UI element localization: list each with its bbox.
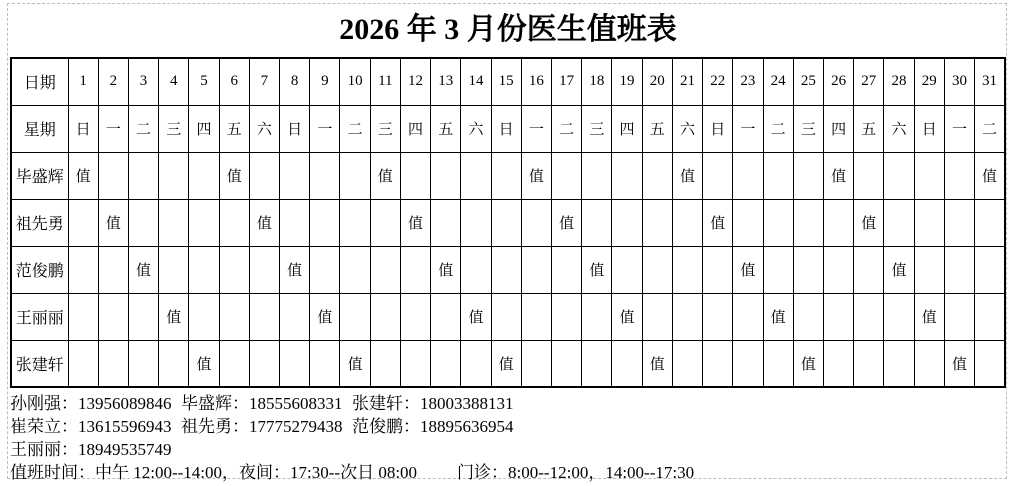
- weekday-cell[interactable]: 三: [582, 105, 612, 152]
- empty-duty-cell[interactable]: [159, 246, 189, 293]
- duty-cell[interactable]: 值: [249, 199, 279, 246]
- duty-cell[interactable]: 值: [914, 293, 944, 340]
- contact-separator: ：: [61, 440, 78, 459]
- duty-cell[interactable]: 值: [219, 152, 249, 199]
- contact-phone: 18003388131: [420, 394, 514, 413]
- empty-duty-cell[interactable]: [310, 246, 340, 293]
- empty-duty-cell[interactable]: [582, 293, 612, 340]
- doctor-row: [11, 340, 1005, 387]
- empty-duty-cell[interactable]: [823, 340, 853, 387]
- weekday-cell[interactable]: 五: [219, 105, 249, 152]
- duty-cell[interactable]: 值: [642, 340, 672, 387]
- date-header-cell[interactable]: 27: [854, 58, 884, 105]
- doctor-name-cell[interactable]: 毕盛辉: [11, 152, 68, 199]
- empty-duty-cell[interactable]: [763, 340, 793, 387]
- weekday-cell[interactable]: 六: [461, 105, 491, 152]
- weekday-cell[interactable]: 六: [884, 105, 914, 152]
- weekday-cell[interactable]: 二: [975, 105, 1005, 152]
- contact-phone: 18895636954: [420, 417, 514, 436]
- row-label-date[interactable]: 日期: [11, 58, 68, 105]
- contact-row: [10, 415, 1006, 438]
- contact-phone: 17775279438: [249, 417, 343, 436]
- doctor-name-cell[interactable]: 张建轩: [11, 340, 68, 387]
- weekday-cell[interactable]: 一: [944, 105, 974, 152]
- empty-duty-cell[interactable]: [672, 340, 702, 387]
- weekday-cell[interactable]: 三: [159, 105, 189, 152]
- empty-duty-cell[interactable]: [642, 293, 672, 340]
- empty-duty-cell[interactable]: [975, 246, 1005, 293]
- empty-duty-cell[interactable]: [461, 246, 491, 293]
- empty-duty-cell[interactable]: [431, 340, 461, 387]
- empty-duty-cell[interactable]: [914, 199, 944, 246]
- empty-duty-cell[interactable]: [491, 152, 521, 199]
- empty-duty-cell[interactable]: [219, 246, 249, 293]
- weekday-cell[interactable]: 日: [914, 105, 944, 152]
- page-title: 2026 年 3 月份医生值班表: [339, 13, 677, 46]
- date-header-cell[interactable]: 11: [370, 58, 400, 105]
- clinic-time-note: 门诊：8:00--12:00，14:00--17:30: [457, 463, 695, 482]
- empty-duty-cell[interactable]: [975, 199, 1005, 246]
- empty-duty-cell[interactable]: [884, 199, 914, 246]
- date-header-cell[interactable]: 26: [823, 58, 853, 105]
- date-header-cell[interactable]: 19: [612, 58, 642, 105]
- empty-duty-cell[interactable]: [733, 152, 763, 199]
- duty-cell[interactable]: 值: [612, 293, 642, 340]
- weekday-cell[interactable]: 日: [491, 105, 521, 152]
- empty-duty-cell[interactable]: [552, 152, 582, 199]
- empty-duty-cell[interactable]: [98, 152, 128, 199]
- weekday-cell[interactable]: 日: [703, 105, 733, 152]
- date-header-cell[interactable]: 10: [340, 58, 370, 105]
- date-header-row: [11, 58, 1005, 105]
- date-header-cell[interactable]: 7: [249, 58, 279, 105]
- empty-duty-cell[interactable]: [400, 246, 430, 293]
- empty-duty-cell[interactable]: [128, 293, 158, 340]
- contact-name: 祖先勇: [181, 417, 232, 436]
- contacts-section: [10, 392, 1006, 461]
- empty-duty-cell[interactable]: [280, 152, 310, 199]
- contact-name: 范俊鹏: [352, 417, 403, 436]
- empty-duty-cell[interactable]: [703, 340, 733, 387]
- date-header-cell[interactable]: 28: [884, 58, 914, 105]
- empty-duty-cell[interactable]: [763, 199, 793, 246]
- contact-separator: ：: [232, 394, 249, 413]
- empty-duty-cell[interactable]: [642, 152, 672, 199]
- empty-duty-cell[interactable]: [642, 246, 672, 293]
- weekday-cell[interactable]: 六: [249, 105, 279, 152]
- contact-separator: ：: [403, 394, 420, 413]
- duty-cell[interactable]: 值: [793, 340, 823, 387]
- weekday-cell[interactable]: 六: [672, 105, 702, 152]
- empty-duty-cell[interactable]: [159, 199, 189, 246]
- date-header-cell[interactable]: 18: [582, 58, 612, 105]
- empty-duty-cell[interactable]: [823, 199, 853, 246]
- empty-duty-cell[interactable]: [340, 199, 370, 246]
- empty-duty-cell[interactable]: [552, 293, 582, 340]
- empty-duty-cell[interactable]: [975, 293, 1005, 340]
- empty-duty-cell[interactable]: [249, 340, 279, 387]
- empty-duty-cell[interactable]: [340, 152, 370, 199]
- contact-separator: ：: [403, 417, 420, 436]
- duty-cell[interactable]: 值: [763, 293, 793, 340]
- doctor-name-cell[interactable]: 王丽丽: [11, 293, 68, 340]
- empty-duty-cell[interactable]: [672, 293, 702, 340]
- empty-duty-cell[interactable]: [854, 152, 884, 199]
- duty-cell[interactable]: 值: [672, 152, 702, 199]
- empty-duty-cell[interactable]: [552, 340, 582, 387]
- empty-duty-cell[interactable]: [219, 199, 249, 246]
- empty-duty-cell[interactable]: [793, 293, 823, 340]
- date-header-cell[interactable]: 29: [914, 58, 944, 105]
- empty-duty-cell[interactable]: [98, 246, 128, 293]
- contact-name: 孙刚强: [10, 394, 61, 413]
- empty-duty-cell[interactable]: [642, 199, 672, 246]
- weekday-cell[interactable]: 四: [400, 105, 430, 152]
- empty-duty-cell[interactable]: [612, 246, 642, 293]
- contact-entry: [10, 438, 172, 461]
- empty-duty-cell[interactable]: [763, 152, 793, 199]
- contact-phone: 18949535749: [78, 440, 172, 459]
- empty-duty-cell[interactable]: [854, 293, 884, 340]
- empty-duty-cell[interactable]: [823, 293, 853, 340]
- date-header-cell[interactable]: 12: [400, 58, 430, 105]
- contact-name: 王丽丽: [10, 440, 61, 459]
- contact-phone: 18555608331: [249, 394, 343, 413]
- empty-duty-cell[interactable]: [249, 293, 279, 340]
- empty-duty-cell[interactable]: [582, 340, 612, 387]
- duty-cell[interactable]: 值: [370, 152, 400, 199]
- doctor-name-cell[interactable]: 祖先勇: [11, 199, 68, 246]
- empty-duty-cell[interactable]: [672, 199, 702, 246]
- contact-separator: ：: [61, 417, 78, 436]
- contact-name: 毕盛辉: [181, 394, 232, 413]
- contact-entry: [10, 415, 181, 438]
- duty-cell[interactable]: 值: [159, 293, 189, 340]
- empty-duty-cell[interactable]: [461, 340, 491, 387]
- duty-time-note: 值班时间：中午 12:00--14:00，夜间：17:30--次日 08:00: [10, 463, 418, 482]
- weekday-cell[interactable]: 二: [552, 105, 582, 152]
- empty-duty-cell[interactable]: [370, 246, 400, 293]
- empty-duty-cell[interactable]: [98, 293, 128, 340]
- duty-cell[interactable]: 值: [854, 199, 884, 246]
- empty-duty-cell[interactable]: [310, 340, 340, 387]
- weekday-cell[interactable]: 四: [189, 105, 219, 152]
- empty-duty-cell[interactable]: [189, 293, 219, 340]
- contact-entry: [181, 392, 352, 415]
- empty-duty-cell[interactable]: [975, 340, 1005, 387]
- duty-cell[interactable]: 值: [491, 340, 521, 387]
- empty-duty-cell[interactable]: [461, 152, 491, 199]
- empty-duty-cell[interactable]: [944, 152, 974, 199]
- date-header-cell[interactable]: 2: [98, 58, 128, 105]
- doctor-name-cell[interactable]: 范俊鹏: [11, 246, 68, 293]
- date-header-cell[interactable]: 6: [219, 58, 249, 105]
- date-header-cell[interactable]: 4: [159, 58, 189, 105]
- empty-duty-cell[interactable]: [914, 246, 944, 293]
- empty-duty-cell[interactable]: [521, 340, 551, 387]
- empty-duty-cell[interactable]: [340, 246, 370, 293]
- empty-duty-cell[interactable]: [128, 340, 158, 387]
- duty-cell[interactable]: 值: [521, 152, 551, 199]
- duty-cell[interactable]: 值: [552, 199, 582, 246]
- doctor-row: [11, 152, 1005, 199]
- duty-cell[interactable]: 值: [823, 152, 853, 199]
- weekday-cell[interactable]: 二: [128, 105, 158, 152]
- empty-duty-cell[interactable]: [884, 152, 914, 199]
- duty-cell[interactable]: 值: [340, 340, 370, 387]
- empty-duty-cell[interactable]: [793, 199, 823, 246]
- date-header-cell[interactable]: 22: [703, 58, 733, 105]
- empty-duty-cell[interactable]: [189, 246, 219, 293]
- empty-duty-cell[interactable]: [914, 152, 944, 199]
- weekday-cell[interactable]: 五: [854, 105, 884, 152]
- contact-row: [10, 438, 1006, 461]
- empty-duty-cell[interactable]: [854, 340, 884, 387]
- duty-cell[interactable]: 值: [280, 246, 310, 293]
- contact-phone: 13615596943: [78, 417, 172, 436]
- weekday-cell[interactable]: 四: [612, 105, 642, 152]
- empty-duty-cell[interactable]: [491, 199, 521, 246]
- empty-duty-cell[interactable]: [733, 199, 763, 246]
- weekday-cell[interactable]: 一: [521, 105, 551, 152]
- date-header-cell[interactable]: 25: [793, 58, 823, 105]
- empty-duty-cell[interactable]: [68, 293, 98, 340]
- empty-duty-cell[interactable]: [68, 199, 98, 246]
- date-header-cell[interactable]: 8: [280, 58, 310, 105]
- date-header-cell[interactable]: 31: [975, 58, 1005, 105]
- empty-duty-cell[interactable]: [280, 293, 310, 340]
- empty-duty-cell[interactable]: [884, 293, 914, 340]
- empty-duty-cell[interactable]: [68, 340, 98, 387]
- weekday-header-row: [11, 105, 1005, 152]
- empty-duty-cell[interactable]: [733, 293, 763, 340]
- weekday-cell[interactable]: 四: [823, 105, 853, 152]
- duty-cell[interactable]: 值: [98, 199, 128, 246]
- empty-duty-cell[interactable]: [159, 152, 189, 199]
- table-body: [11, 58, 1005, 387]
- empty-duty-cell[interactable]: [249, 152, 279, 199]
- date-header-cell[interactable]: 15: [491, 58, 521, 105]
- duty-cell[interactable]: 值: [884, 246, 914, 293]
- empty-duty-cell[interactable]: [521, 293, 551, 340]
- duty-cell[interactable]: 值: [582, 246, 612, 293]
- weekday-cell[interactable]: 三: [370, 105, 400, 152]
- empty-duty-cell[interactable]: [672, 246, 702, 293]
- empty-duty-cell[interactable]: [370, 293, 400, 340]
- duty-cell[interactable]: 值: [189, 340, 219, 387]
- empty-duty-cell[interactable]: [944, 293, 974, 340]
- empty-duty-cell[interactable]: [491, 293, 521, 340]
- empty-duty-cell[interactable]: [249, 246, 279, 293]
- empty-duty-cell[interactable]: [370, 199, 400, 246]
- footer-section: [10, 392, 1006, 484]
- empty-duty-cell[interactable]: [612, 340, 642, 387]
- empty-duty-cell[interactable]: [854, 246, 884, 293]
- empty-duty-cell[interactable]: [703, 293, 733, 340]
- date-header-cell[interactable]: 1: [68, 58, 98, 105]
- empty-duty-cell[interactable]: [159, 340, 189, 387]
- contact-entry: [10, 392, 181, 415]
- contact-name: 崔荣立: [10, 417, 61, 436]
- empty-duty-cell[interactable]: [310, 199, 340, 246]
- contact-row: [10, 392, 1006, 415]
- duty-cell[interactable]: 值: [975, 152, 1005, 199]
- row-label-week[interactable]: 星期: [11, 105, 68, 152]
- weekday-cell[interactable]: 五: [431, 105, 461, 152]
- date-header-cell[interactable]: 14: [461, 58, 491, 105]
- empty-duty-cell[interactable]: [431, 293, 461, 340]
- empty-duty-cell[interactable]: [582, 152, 612, 199]
- duty-cell[interactable]: 值: [431, 246, 461, 293]
- empty-duty-cell[interactable]: [612, 199, 642, 246]
- empty-duty-cell[interactable]: [128, 152, 158, 199]
- contact-entry: [352, 392, 514, 415]
- empty-duty-cell[interactable]: [431, 199, 461, 246]
- empty-duty-cell[interactable]: [521, 246, 551, 293]
- empty-duty-cell[interactable]: [884, 340, 914, 387]
- duty-cell[interactable]: 值: [68, 152, 98, 199]
- weekday-cell[interactable]: 一: [733, 105, 763, 152]
- empty-duty-cell[interactable]: [340, 293, 370, 340]
- empty-duty-cell[interactable]: [431, 152, 461, 199]
- empty-duty-cell[interactable]: [461, 199, 491, 246]
- empty-duty-cell[interactable]: [400, 152, 430, 199]
- empty-duty-cell[interactable]: [400, 340, 430, 387]
- empty-duty-cell[interactable]: [68, 246, 98, 293]
- empty-duty-cell[interactable]: [219, 293, 249, 340]
- empty-duty-cell[interactable]: [400, 293, 430, 340]
- empty-duty-cell[interactable]: [733, 340, 763, 387]
- date-header-cell[interactable]: 23: [733, 58, 763, 105]
- contact-entry: [181, 415, 352, 438]
- empty-duty-cell[interactable]: [370, 340, 400, 387]
- duty-cell[interactable]: 值: [703, 199, 733, 246]
- weekday-cell[interactable]: 日: [68, 105, 98, 152]
- contact-phone: 13956089846: [78, 394, 172, 413]
- weekday-cell[interactable]: 一: [310, 105, 340, 152]
- contact-entry: [352, 415, 514, 438]
- date-header-cell[interactable]: 3: [128, 58, 158, 105]
- duty-cell[interactable]: 值: [128, 246, 158, 293]
- empty-duty-cell[interactable]: [189, 152, 219, 199]
- weekday-cell[interactable]: 二: [340, 105, 370, 152]
- date-header-cell[interactable]: 20: [642, 58, 672, 105]
- duty-cell[interactable]: 值: [310, 293, 340, 340]
- duty-cell[interactable]: 值: [461, 293, 491, 340]
- date-header-cell[interactable]: 21: [672, 58, 702, 105]
- weekday-cell[interactable]: 三: [793, 105, 823, 152]
- date-header-cell[interactable]: 16: [521, 58, 551, 105]
- empty-duty-cell[interactable]: [128, 199, 158, 246]
- date-header-cell[interactable]: 9: [310, 58, 340, 105]
- empty-duty-cell[interactable]: [280, 199, 310, 246]
- empty-duty-cell[interactable]: [914, 340, 944, 387]
- empty-duty-cell[interactable]: [521, 199, 551, 246]
- empty-duty-cell[interactable]: [310, 152, 340, 199]
- empty-duty-cell[interactable]: [280, 340, 310, 387]
- duty-schedule-table: [10, 57, 1006, 388]
- empty-duty-cell[interactable]: [703, 152, 733, 199]
- empty-duty-cell[interactable]: [763, 246, 793, 293]
- empty-duty-cell[interactable]: [98, 340, 128, 387]
- weekday-cell[interactable]: 日: [280, 105, 310, 152]
- empty-duty-cell[interactable]: [703, 246, 733, 293]
- doctor-row: [11, 246, 1005, 293]
- empty-duty-cell[interactable]: [944, 199, 974, 246]
- doctor-row: [11, 293, 1005, 340]
- weekday-cell[interactable]: 二: [763, 105, 793, 152]
- empty-duty-cell[interactable]: [582, 199, 612, 246]
- date-header-cell[interactable]: 17: [552, 58, 582, 105]
- empty-duty-cell[interactable]: [944, 246, 974, 293]
- duty-cell[interactable]: 值: [944, 340, 974, 387]
- empty-duty-cell[interactable]: [612, 152, 642, 199]
- empty-duty-cell[interactable]: [189, 199, 219, 246]
- empty-duty-cell[interactable]: [793, 246, 823, 293]
- empty-duty-cell[interactable]: [219, 340, 249, 387]
- weekday-cell[interactable]: 五: [642, 105, 672, 152]
- date-header-cell[interactable]: 30: [944, 58, 974, 105]
- contact-name: 张建轩: [352, 394, 403, 413]
- contact-separator: ：: [61, 394, 78, 413]
- empty-duty-cell[interactable]: [491, 246, 521, 293]
- date-header-cell[interactable]: 13: [431, 58, 461, 105]
- empty-duty-cell[interactable]: [823, 246, 853, 293]
- date-header-cell[interactable]: 24: [763, 58, 793, 105]
- duty-cell[interactable]: 值: [400, 199, 430, 246]
- doctor-row: [11, 199, 1005, 246]
- weekday-cell[interactable]: 一: [98, 105, 128, 152]
- times-note-row: [10, 461, 1006, 484]
- empty-duty-cell[interactable]: [793, 152, 823, 199]
- duty-cell[interactable]: 值: [733, 246, 763, 293]
- empty-duty-cell[interactable]: [552, 246, 582, 293]
- contact-separator: ：: [232, 417, 249, 436]
- date-header-cell[interactable]: 5: [189, 58, 219, 105]
